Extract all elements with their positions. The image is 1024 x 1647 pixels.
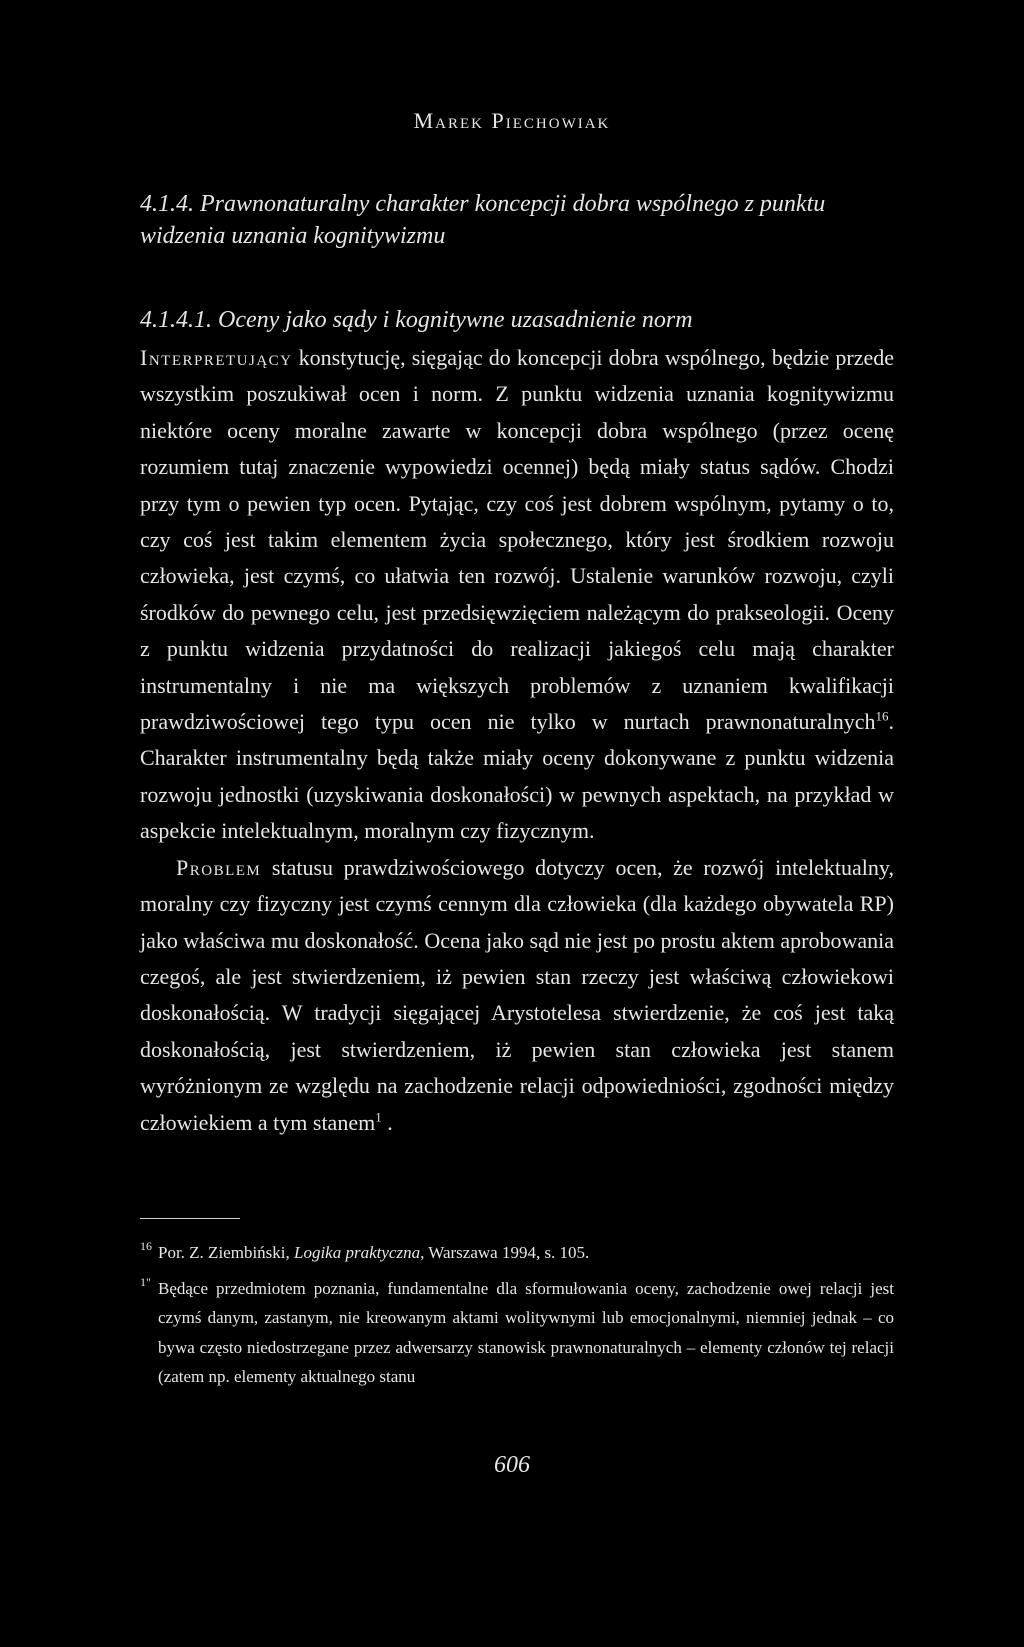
footnote-text: Por. Z. Ziembiński, — [158, 1243, 294, 1262]
footnote-separator — [140, 1218, 240, 1219]
section-heading: 4.1.4. Prawnonaturalny charakter koncepcji dobra wspólnego z punktu widzenia uznania kognitywizmu — [140, 191, 826, 249]
footnotes — [140, 1238, 894, 1398]
body-text — [140, 340, 894, 1141]
paragraph-1 — [140, 340, 894, 850]
footnote-number: 16 — [140, 1239, 152, 1253]
footnote-reference: 1 — [375, 1109, 382, 1125]
paragraph-2 — [140, 850, 894, 1141]
subsection-heading: 4.1.4.1. Oceny jako sądy i kognitywne uzasadnienie norm — [140, 307, 693, 333]
paragraph-text: statusu prawdziwościowego dotyczy ocen, że rozwój intelektualny, moralny czy fizyczny jest czymś cennym dla człowieka (dla każdego obywatela RP) jako właściwa mu doskonałość. Ocena jako sąd nie jest po prostu aktem aprobowania czegoś, ale jest stwierdzeniem, iż pewien stan rzeczy jest właściwą człowiekowi doskonałością. W tradycji sięgającej Arystotelesa stwierdzenie, że coś jest taką doskonałością, jest stwierdzeniem, iż pewien stan człowieka jest stanem wyróżnionym ze względu na zachodzenie relacji odpowiedniości, zgodności między człowiekiem a tym stanem — [140, 854, 894, 1135]
page-number: 606 — [494, 1452, 530, 1478]
footnote-number: 1" — [140, 1274, 151, 1289]
footnote-reference: 16 — [875, 708, 889, 724]
paragraph-lead-word: Problem — [176, 854, 262, 880]
paragraph-text: konstytucję, sięgając do koncepcji dobra wspólnego, będzie przede wszystkim poszukiwał ocen i norm. Z punktu widzenia uznania kognitywizmu niektóre oceny moralne zawarte w koncepcji dobra wspólnego (przez ocenę rozumiem tutaj znaczenie wypowiedzi ocennej) będą miały status sądów. Chodzi przy tym o pewien typ ocen. Pytając, czy coś jest dobrem wspólnym, pytamy o to, czy coś jest takim elementem życia społecznego, który jest środkiem rozwoju człowieka, jest czymś, co ułatwia ten rozwój. Ustalenie warunków rozwoju, czyli środków do pewnego celu, jest przedsięwzięciem należącym do prakseologii. Oceny z punktu widzenia przydatności do realizacji jakiegoś celu mają charakter instrumentalny i nie ma większych problemów z uznaniem kwalifikacji prawdziwościowej tego typu ocen nie tylko w nurtach prawnonaturalnych — [140, 345, 894, 735]
footnote-text: Będące przedmiotem poznania, fundamentalne dla sformułowania oceny, zachodzenie owej relacji jest czymś danym, zastanym, nie kreowanym aktami wolitywnymi lub emocjonalnymi, niemniej jednak – co bywa często niedostrzegane przez adwersarzy stanowisk prawnonaturalnych – elementy członów tej relacji (zatem np. elementy aktualnego stanu — [158, 1278, 894, 1386]
paragraph-lead-word: Interpretujący — [140, 345, 293, 370]
footnote-book-title: Logika praktyczna — [294, 1243, 421, 1262]
paragraph-text-continued: . Charakter instrumentalny będą także miały oceny dokonywane z punktu widzenia rozwoju jednostki (uzyskiwania doskonałości) w pewnych aspektach, na przykład w aspekcie intelektualnym, moralnym czy fizycznym. — [140, 709, 894, 844]
footnote-17 — [140, 1274, 894, 1392]
running-head: Marek Piechowiak — [413, 108, 611, 133]
paragraph-text-continued: . — [381, 1109, 393, 1135]
footnote-16 — [140, 1238, 894, 1268]
footnote-text-continued: , Warszawa 1994, s. 105. — [420, 1243, 590, 1262]
